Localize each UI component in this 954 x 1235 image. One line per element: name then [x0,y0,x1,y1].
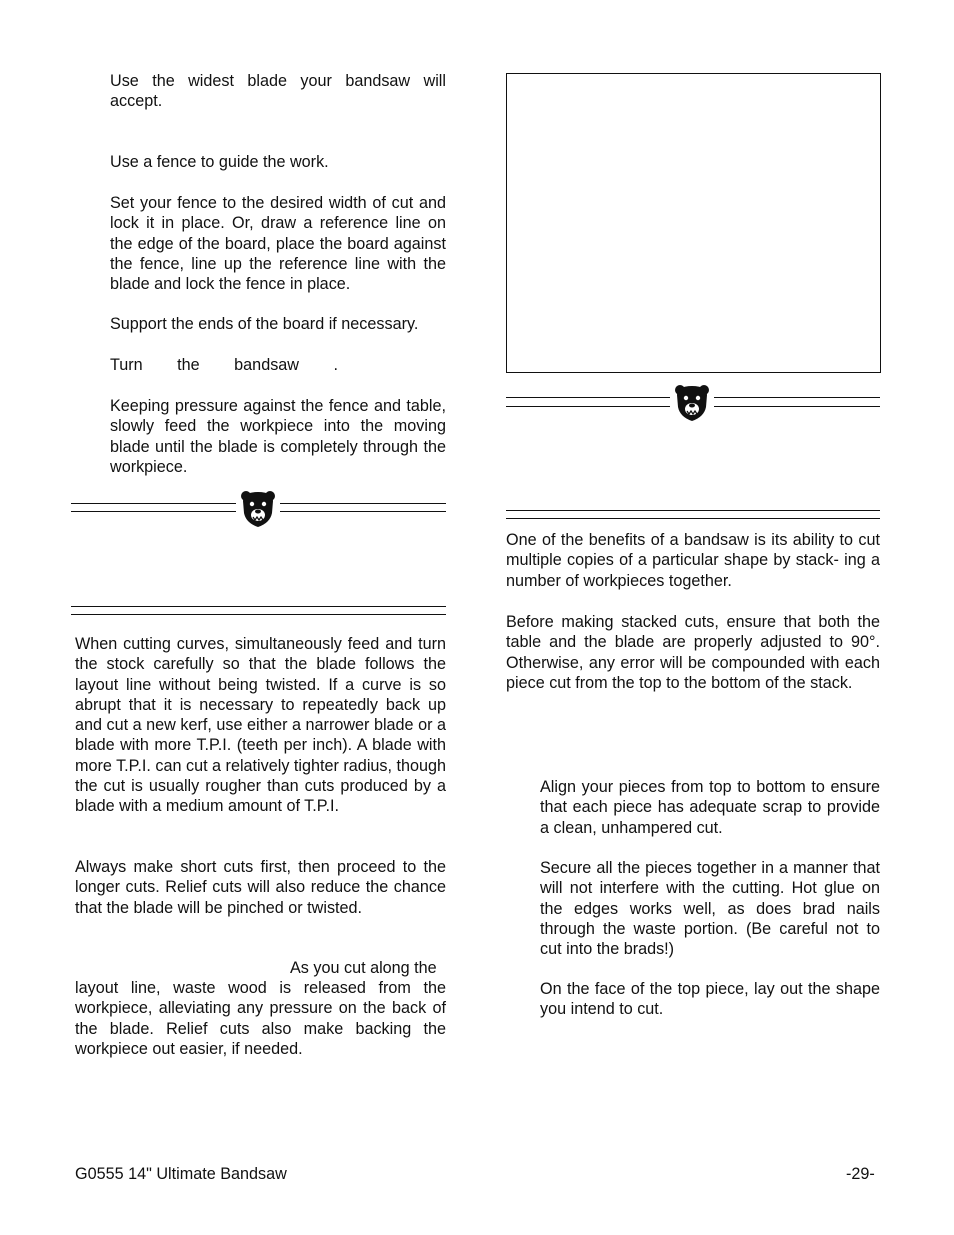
divider-rule [71,614,446,615]
left-step-2: Use a fence to guide the work. [110,153,329,171]
left-step-5: Turn the bandsaw . [110,356,338,374]
divider-rule [506,510,880,511]
left-step-6: Keeping pressure against the fence and table, slowly feed the workpiece into the moving blade until the blade is completely through the workpiece. [110,397,446,476]
left-step-1: Use the widest blade your bandsaw will accept. [110,72,446,111]
divider-rule [714,406,880,407]
divider-rule [506,397,670,398]
divider-rule [280,511,446,512]
right-step-2: Secure all the pieces together in a manner that will not interfere with the cutting. Hot glue on the edges works well, as does brad nails through the waste portion. (Be careful not to cut into the brads!) [540,859,880,959]
footer-model: G0555 14" Ultimate Bandsaw [75,1165,287,1183]
divider-rule [71,606,446,607]
divider-rule [714,397,880,398]
left-step-3: Set your fence to the desired width of cut and lock it in place. Or, draw a reference line on the edge of the board, place the board against the fence, line up the reference line with the blade and lock the fence in place. [110,194,446,294]
relief-cuts-first-line: As you cut along the [290,959,437,977]
short-cuts-paragraph: Always make short cuts first, then proceed to the longer cuts. Relief cuts will also reduce the chance that the blade will be pinched or twisted. [75,858,446,917]
left-step-4: Support the ends of the board if necessary. [110,315,419,333]
relief-cuts-paragraph: layout line, waste wood is released from the workpiece, alleviating any pressure on the back of the blade. Relief cuts also make backing the workpiece out easier, if needed. [75,979,446,1058]
figure-frame [506,73,881,373]
divider-rule [506,406,670,407]
stacked-before-paragraph: Before making stacked cuts, ensure that both the table and the blade are properly adjusted to 90°. Otherwise, any error will be compounded with each piece cut from the top to the bottom of the stack. [506,613,880,692]
divider-rule [506,518,880,519]
divider-rule [280,503,446,504]
stacked-intro-paragraph: One of the benefits of a bandsaw is its ability to cut multiple copies of a particular shape by stack- ing a number of workpieces together. [506,531,880,590]
grizzly-bear-head-icon [240,489,276,529]
right-step-1: Align your pieces from top to bottom to ensure that each piece has adequate scrap to provide a clean, unhampered cut. [540,778,880,837]
divider-rule [71,503,236,504]
curves-paragraph: When cutting curves, simultaneously feed and turn the stock carefully so that the blade follows the layout line without being twisted. If a curve is so abrupt that it is necessary to repeatedly back up and cut a new kerf, use either a narrower blade or a blade with more T.P.I. (teeth per inch). A blade with more T.P.I. can cut a relatively tighter radius, though the cut is usually rougher than cuts produced by a blade with a medium amount of T.P.I. [75,635,447,816]
footer-page-number: -29- [846,1165,875,1183]
grizzly-bear-head-icon [674,383,710,423]
right-step-3: On the face of the top piece, lay out the shape you intend to cut. [540,980,880,1019]
divider-rule [71,511,236,512]
